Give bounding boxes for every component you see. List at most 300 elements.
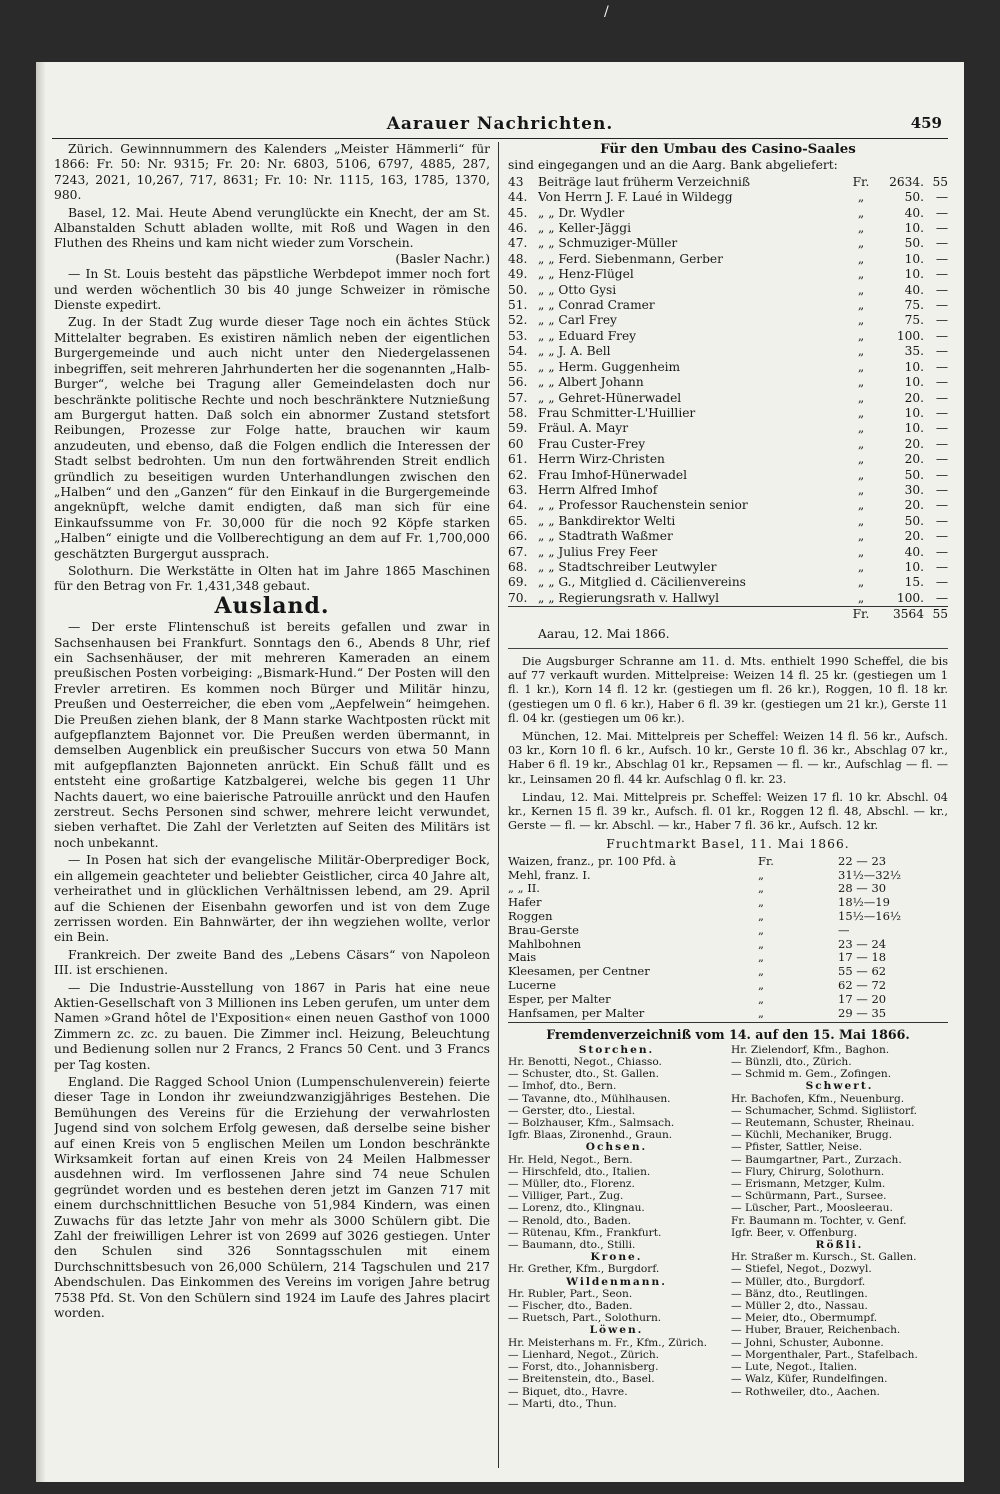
donation-number: 65. — [508, 513, 528, 528]
donation-cents: — — [935, 236, 948, 251]
donation-cents: — — [935, 328, 948, 343]
donation-amount: 75. — [904, 313, 924, 328]
guest-entry: — Rothweiler, dto., Aachen. — [731, 1385, 880, 1398]
donation-amount: 100. — [896, 328, 924, 343]
fruchtmarkt-item: Kleesamen, per Centner — [508, 964, 650, 979]
fruchtmarkt-item: Brau-Gerste — [508, 922, 579, 937]
guest-entry: — Rütenau, Kfm., Frankfurt. — [508, 1226, 662, 1239]
page-title: Aarauer Nachrichten. — [386, 114, 614, 134]
article-zuerich: Zürich. Gewinnnummern des Kalenders „Meister Hämmerli“ für 1866: Fr. 50: Nr. 9315; Fr. 20: Nr. 6803, 5106, 6797, 4885, 287, 7243, 2021, 10,267, 717, 8631; Fr. 10: Nr. 1115, 163, 1785, 1370, 980. — [54, 142, 490, 203]
guest-entry: Hr. Benotti, Negot., Chiasso. — [508, 1056, 662, 1069]
donations-signature: Aarau, 12. Mai 1866. — [538, 626, 670, 641]
guest-entry: — Huber, Brauer, Reichenbach. — [731, 1324, 901, 1337]
guest-entry: — Bünzli, dto., Zürich. — [731, 1056, 852, 1069]
donation-number: 67. — [508, 544, 528, 559]
fruchtmarkt-row — [508, 951, 948, 965]
donation-row — [508, 452, 948, 467]
page-edge-shadow — [36, 62, 46, 1482]
article-solothurn: Solothurn. Die Werkstätte in Olten hat im Jahre 1865 Maschinen für den Betrag von Fr. 1,431,348 gebaut. — [54, 563, 490, 594]
donation-row — [508, 483, 948, 498]
donation-cents: — — [935, 482, 948, 497]
fruchtmarkt-currency: „ — [758, 922, 764, 937]
donation-currency: „ — [857, 544, 865, 559]
donation-number: 59. — [508, 421, 528, 436]
donation-amount: 40. — [904, 544, 924, 559]
fruchtmarkt-item: Mehl, franz. I. — [508, 867, 591, 882]
fremden-left-column — [508, 1044, 725, 1410]
guest-entry: Hr. Meisterhans m. Fr., Kfm., Zürich. — [508, 1336, 708, 1349]
donation-currency: „ — [857, 282, 865, 297]
donation-cents: — — [935, 421, 948, 436]
hotel-heading: Löwen. — [589, 1324, 644, 1337]
hotel-heading: Rößli. — [815, 1239, 864, 1252]
donation-cents: — — [935, 282, 948, 297]
donation-donor: „ „ Conrad Cramer — [538, 298, 655, 313]
donation-donor: Von Herrn J. F. Laué in Wildegg — [538, 190, 733, 205]
total-amount: 3564 — [870, 607, 924, 623]
donation-cents: — — [935, 298, 948, 313]
donation-donor: Frau Imhof-Hünerwadel — [538, 467, 687, 482]
donation-amount: 40. — [904, 282, 924, 297]
hotel-heading: Storchen. — [578, 1043, 655, 1056]
guest-entry: — Erismann, Metzger, Kulm. — [731, 1178, 886, 1191]
donation-number: 48. — [508, 251, 528, 266]
market-augsburg: Die Augsburger Schranne am 11. d. Mts. enthielt 1990 Scheffel, die bis auf 77 verkauft wurden. Mittelpreise: Weizen 14 fl. 25 kr. (gestiegen um 1 fl. 1 kr.), Korn 14 fl. 12 kr. (gestiegen um fl. 26 kr.), Roggen, 10 fl. 18 kr. (gestiegen um 0 fl. 6 kr.), Haber 6 fl. 39 kr. (gestiegen um 21 kr.), Gerste 11 fl. 04 kr. (gestiegen um 06 kr.). — [508, 655, 948, 725]
donation-currency: „ — [857, 251, 865, 266]
guest-entry: — Fischer, dto., Baden. — [508, 1300, 633, 1313]
donation-number: 66. — [508, 529, 528, 544]
donation-currency: „ — [857, 405, 865, 420]
donation-donor: „ „ Dr. Wydler — [538, 205, 625, 220]
guest-entry: — Renold, dto., Baden. — [508, 1214, 631, 1227]
fruchtmarkt-price: 28 — 30 — [838, 881, 887, 896]
donation-donor: „ „ J. A. Bell — [538, 344, 611, 359]
donation-currency: „ — [857, 190, 865, 205]
donation-donor: „ „ Stadtrath Waßmer — [538, 529, 673, 544]
guest-entry: — Walz, Küfer, Rundelfingen. — [731, 1373, 888, 1386]
donation-cents: — — [935, 452, 948, 467]
donation-donor: „ „ Gehret-Hünerwadel — [538, 390, 682, 405]
donation-row — [508, 545, 948, 560]
hotel-heading: Wildenmann. — [566, 1275, 667, 1288]
total-cents: 55 — [924, 607, 948, 623]
fruchtmarkt-currency: „ — [758, 991, 764, 1006]
donation-row — [508, 514, 948, 529]
article-england: England. Die Ragged School Union (Lumpenschulenverein) feierte dieser Tage in London ihr zweiundzwanzigjähriges Bestehen. Die Bemühungen des Vereins für die Erziehung der verwahrlosten Jugend sind von solchem Erfolg gewesen, daß derselbe seine bisher auf einen Kreis von 5 englischen Meilen um London beschränkte Wirksamkeit fortan auf einen Kreis von 24 Meilen Halbmesser ausdehnen wird. Im verflossenen Jahre sind 74 neue Schulen gegründet worden und es bestehen deren jetzt im Ganzen 717 mit einem durchschnittlichen Besuche von 51,984 Kindern, was einen Zuwachs für das letzte Jahr von mehr als 3000 Schülern gibt. Die Zahl der freiwilligen Lehrer ist von 2699 auf 3026 gestiegen. Unter den Schulen sind 326 Sonntagsschulen mit einem Durchschnittsbesuch von 26,000 Schülern, 214 Tagschulen und 217 Abendschulen. Das Einkommen des Vereins im vorigen Jahre betrug 7538 Pfd. St. Von den Schülern sind 1924 im Laufe des Jahres placirt worden. — [54, 1074, 490, 1321]
guest-entry: Hr. Grether, Kfm., Burgdorf. — [508, 1263, 660, 1276]
fruchtmarkt-price: 17 — 20 — [838, 991, 887, 1006]
guest-entry: — Lute, Negot., Italien. — [731, 1361, 858, 1374]
fruchtmarkt-currency: „ — [758, 950, 764, 965]
donation-number: 43 — [508, 174, 524, 189]
donation-donor: „ „ Regierungsrath v. Hallwyl — [538, 590, 720, 605]
donation-donor: Herrn Wirz-Christen — [538, 452, 665, 467]
fruchtmarkt-row — [508, 882, 948, 896]
guest-entry: — Küchli, Mechaniker, Brugg. — [731, 1129, 893, 1142]
guest-entry: Fr. Baumann m. Tochter, v. Genf. — [731, 1214, 907, 1227]
guest-entry: — Müller, dto., Burgdorf. — [731, 1275, 866, 1288]
donation-cents: — — [935, 251, 948, 266]
fruchtmarkt-row — [508, 855, 948, 869]
donation-amount: 10. — [904, 405, 924, 420]
donation-donor: „ „ Henz-Flügel — [538, 267, 634, 282]
guest-entry: — Ruetsch, Part., Solothurn. — [508, 1312, 662, 1325]
fruchtmarkt-item: Waizen, franz., pr. 100 Pfd. à — [508, 853, 677, 868]
market-lindau: Lindau, 12. Mai. Mittelpreis pr. Scheffel: Weizen 17 fl. 10 kr. Abschl. 04 kr., Kernen 15 fl. 39 kr., Aufsch. fl. 01 kr., Roggen 12 fl. 48, Abschl. — kr., Gerste — fl. — kr. Abschl. — kr., Haber 7 fl. 36 kr., Aufsch. 12 kr. — [508, 790, 948, 833]
donation-number: 70. — [508, 590, 528, 605]
fruchtmarkt-row — [508, 1007, 948, 1021]
donation-row — [508, 560, 948, 575]
guest-entry: — Schürmann, Part., Sursee. — [731, 1190, 887, 1203]
donation-cents: — — [935, 575, 948, 590]
donation-number: 56. — [508, 375, 528, 390]
donation-number: 44. — [508, 190, 528, 205]
donation-amount: 40. — [904, 205, 924, 220]
fruchtmarkt-row — [508, 896, 948, 910]
donation-row — [508, 344, 948, 359]
fruchtmarkt-item: Lucerne — [508, 978, 556, 993]
fruchtmarkt-currency: Fr. — [758, 853, 774, 868]
donation-amount: 10. — [904, 251, 924, 266]
fruchtmarkt-currency: „ — [758, 936, 764, 951]
donation-number: 64. — [508, 498, 528, 513]
donation-currency: „ — [857, 513, 865, 528]
fruchtmarkt-price: 15½—16½ — [838, 909, 902, 924]
donations-title: Für den Umbau des Casino-Saales — [600, 142, 856, 157]
guest-entry: — Müller 2, dto., Nassau. — [731, 1300, 868, 1313]
donation-row — [508, 498, 948, 513]
donation-currency: „ — [857, 267, 865, 282]
hotel-heading: Schwert. — [805, 1080, 874, 1093]
donation-amount: 20. — [904, 436, 924, 451]
donation-number: 57. — [508, 390, 528, 405]
guest-entry: — Baumann, dto., Stilli. — [508, 1239, 636, 1252]
fruchtmarkt-title: Fruchtmarkt Basel, 11. Mai 1866. — [606, 837, 850, 852]
header-rule — [52, 138, 948, 139]
guest-entry: — Lorenz, dto., Klingnau. — [508, 1202, 645, 1215]
donation-amount: 10. — [904, 221, 924, 236]
donation-currency: „ — [857, 313, 865, 328]
guest-entry: — Meier, dto., Obermumpf. — [731, 1312, 878, 1325]
donation-donor: „ „ G., Mitglied d. Cäcilienvereins — [538, 575, 746, 590]
donation-currency: Fr. — [852, 174, 870, 189]
donation-cents: — — [935, 513, 948, 528]
donation-number: 61. — [508, 452, 528, 467]
fruchtmarkt-price: 22 — 23 — [838, 853, 887, 868]
donation-row — [508, 175, 948, 190]
donation-number: 54. — [508, 344, 528, 359]
fruchtmarkt-row — [508, 965, 948, 979]
fruchtmarkt-item: Esper, per Malter — [508, 991, 611, 1006]
column-divider — [498, 142, 499, 1468]
article-zug: Zug. In der Stadt Zug wurde dieser Tage noch ein ächtes Stück Mittelalter begraben. Es existiren nämlich neben der eigentlichen Burgergemeinde und auch nicht unter den Niedergelassenen inbegriffen, seit mehreren Jahrhunderten her die sogenannten „Halb-Burger“, welche bei Tragung aller Gemeindelasten doch nur beschränkte politische Rechte und noch beschränktere Nutznießung am Burgergut hatten. Daß solch ein abnormer Zustand stetsfort Reibungen, Prozesse zur Folge hatte, brauchen wir kaum anzudeuten, und ebenso, daß die Folgen endlich die Interessen der Stadt selbst bedrohten. Um nun den fortwährenden Streit endlich gründlich zu beseitigen wurden Unterhandlungen zwischen den „Halben“ und den „Ganzen“ für den Einkauf in die Burgergemeinde angeknüpft, welche damit endigten, daß man sich für eine Einkaufssumme von Fr. 30,000 für die noch 92 Köpfe starken „Halben“ einigte und die Vollberechtigung an dem auf Fr. 1,700,000 geschätzten Burgergut aussprach. — [54, 315, 490, 561]
donation-row — [508, 591, 948, 607]
donation-currency: „ — [857, 575, 865, 590]
donation-donor: Frau Schmitter-L'Huillier — [538, 405, 696, 420]
donation-cents: — — [935, 467, 948, 482]
guest-entry: — Lienhard, Negot., Zürich. — [508, 1348, 660, 1361]
guest-entry: — Flury, Chirurg, Solothurn. — [731, 1165, 885, 1178]
margin-mark: / — [604, 4, 609, 20]
page-number: 459 — [910, 114, 942, 132]
fruchtmarkt-price: 18½—19 — [838, 895, 890, 910]
donation-cents: — — [935, 544, 948, 559]
article-basel: Basel, 12. Mai. Heute Abend verunglückte ein Knecht, der am St. Albanstalden Schutt abladen wollte, mit Roß und Wagen in den Fluthen des Rheins und kam nicht wieder zum Vorschein. — [54, 205, 490, 251]
donation-cents: — — [935, 559, 948, 574]
donation-currency: „ — [857, 390, 865, 405]
donation-amount: 75. — [904, 298, 924, 313]
guest-entry: — Bolzhauser, Kfm., Salmsach. — [508, 1117, 675, 1130]
guest-entry: Hr. Bachofen, Kfm., Neuenburg. — [731, 1092, 905, 1105]
donation-number: 63. — [508, 482, 528, 497]
guest-entry: — Bänz, dto., Reutlingen. — [731, 1287, 868, 1300]
market-muenchen: München, 12. Mai. Mittelpreis per Scheffel: Weizen 14 fl. 56 kr., Aufsch. 03 kr., Korn 10 fl. 6 kr., Aufsch. 10 kr., Gerste 10 fl. 36 kr., Abschlag 07 kr., Haber 6 fl. 19 kr., Abschlag 01 kr., Repsamen — fl. — kr., Aufschlag — fl. — kr., Leinsamen 20 fl. 44 kr. Aufschlag 0 fl. kr. 23. — [508, 730, 948, 786]
donation-number: 58. — [508, 405, 528, 420]
fruchtmarkt-item: Hafer — [508, 895, 542, 910]
donation-number: 62. — [508, 467, 528, 482]
donation-donor: „ „ Herm. Guggenheim — [538, 359, 681, 374]
donation-currency: „ — [857, 590, 865, 605]
donation-amount: 10. — [904, 267, 924, 282]
donation-currency: „ — [857, 482, 865, 497]
donation-row — [508, 313, 948, 328]
donation-donor: Beiträge laut früherm Verzeichniß — [538, 174, 751, 189]
market-reports — [508, 655, 948, 833]
guest-entry: Hr. Zielendorf, Kfm., Baghon. — [731, 1043, 890, 1056]
fruchtmarkt-currency: „ — [758, 867, 764, 882]
donation-donor: „ „ Julius Frey Feer — [538, 544, 658, 559]
guest-entry: — Stiefel, Negot., Dozwyl. — [731, 1263, 872, 1276]
article-posen: — In Posen hat sich der evangelische Militär-Oberprediger Bock, ein allgemein geachteter und beliebter Geistlicher, circa 40 Jahre alt, verheirathet und in glücklichen Verhältnissen lebend, am 29. April auf die Schienen der Eisenbahn geworfen und ist von dem Zuge zerrissen worden. Ein Bahnwärter, der ihn wegziehen wollte, verlor ein Bein. — [54, 853, 490, 945]
fruchtmarkt-row — [508, 938, 948, 952]
guest-entry: — Müller, dto., Florenz. — [508, 1178, 635, 1191]
donation-cents: — — [935, 390, 948, 405]
guest-entry: — Breitenstein, dto., Basel. — [508, 1373, 655, 1386]
donation-cents: — — [935, 313, 948, 328]
donation-row — [508, 406, 948, 421]
donation-number: 60 — [508, 436, 524, 451]
guest-entry: — Lüscher, Part., Moosleerau. — [731, 1202, 893, 1215]
donation-donor: „ „ Bankdirektor Welti — [538, 513, 676, 528]
donation-donor: „ „ Stadtschreiber Leutwyler — [538, 559, 717, 574]
donation-currency: „ — [857, 375, 865, 390]
left-column — [54, 142, 490, 1472]
donation-row — [508, 190, 948, 205]
donation-cents: — — [935, 498, 948, 513]
donation-cents: — — [935, 205, 948, 220]
donation-amount: 50. — [904, 467, 924, 482]
fruchtmarkt-table — [508, 855, 948, 1021]
donation-donor: „ „ Carl Frey — [538, 313, 617, 328]
donations-lead: sind eingegangen und an die Aarg. Bank abgeliefert: — [508, 158, 838, 173]
guest-entry: Hr. Straßer m. Kursch., St. Gallen. — [731, 1251, 917, 1264]
donation-currency: „ — [857, 205, 865, 220]
donation-currency: „ — [857, 436, 865, 451]
fruchtmarkt-currency: „ — [758, 978, 764, 993]
fruchtmarkt-row — [508, 979, 948, 993]
guest-entry: — Morgenthaler, Part., Stafelbach. — [731, 1348, 918, 1361]
fruchtmarkt-price: 17 — 18 — [838, 950, 887, 965]
fremden-right-column — [731, 1044, 948, 1410]
donation-row — [508, 252, 948, 267]
donation-number: 52. — [508, 313, 528, 328]
fruchtmarkt-price: 23 — 24 — [838, 936, 887, 951]
donation-currency: „ — [857, 298, 865, 313]
donation-cents: — — [935, 436, 948, 451]
guest-entry: — Johni, Schuster, Aubonne. — [731, 1336, 884, 1349]
guest-entry: — Gerster, dto., Liestal. — [508, 1104, 636, 1117]
donation-amount: 50. — [904, 236, 924, 251]
donation-currency: „ — [857, 344, 865, 359]
donation-row — [508, 375, 948, 390]
donation-amount: 10. — [904, 421, 924, 436]
donation-currency: „ — [857, 236, 865, 251]
donation-currency: „ — [857, 498, 865, 513]
donation-donor: „ „ Keller-Jäggi — [538, 221, 631, 236]
fruchtmarkt-row — [508, 869, 948, 883]
donation-number: 51. — [508, 298, 528, 313]
donation-donor: „ „ Professor Rauchenstein senior — [538, 498, 748, 513]
donation-amount: 30. — [904, 482, 924, 497]
donation-number: 68. — [508, 559, 528, 574]
guest-entry: — Biquet, dto., Havre. — [508, 1385, 628, 1398]
donation-cents: — — [935, 405, 948, 420]
donation-row — [508, 421, 948, 436]
hotel-heading: Ochsen. — [585, 1141, 648, 1154]
donation-number: 47. — [508, 236, 528, 251]
article-basel-source: (Basler Nachr.) — [395, 251, 490, 266]
guest-entry: — Reutemann, Schuster, Rheinau. — [731, 1117, 915, 1130]
fruchtmarkt-price: 62 — 72 — [838, 978, 887, 993]
fruchtmarkt-row — [508, 924, 948, 938]
donation-cents: — — [935, 590, 948, 605]
donation-currency: „ — [857, 452, 865, 467]
fruchtmarkt-currency: „ — [758, 1005, 764, 1020]
guest-entry: Hr. Held, Negot., Bern. — [508, 1153, 633, 1166]
guest-entry: — Tavanne, dto., Mühlhausen. — [508, 1092, 671, 1105]
donation-amount: 10. — [904, 359, 924, 374]
donation-donor: Frau Custer-Frey — [538, 436, 646, 451]
section-rule — [508, 648, 948, 649]
donation-cents: — — [935, 375, 948, 390]
fruchtmarkt-item: Mahlbohnen — [508, 936, 582, 951]
guest-entry: Hr. Rubler, Part., Seon. — [508, 1287, 633, 1300]
donation-cents: — — [935, 529, 948, 544]
donation-number: 53. — [508, 328, 528, 343]
fremdenverzeichnis-title: Fremdenverzeichniß vom 14. auf den 15. Mai 1866. — [508, 1022, 948, 1042]
donation-row — [508, 391, 948, 406]
donation-number: 55. — [508, 359, 528, 374]
donation-amount: 2634. — [889, 174, 924, 189]
donation-row — [508, 468, 948, 483]
guest-entry: — Marti, dto., Thun. — [508, 1397, 617, 1410]
donation-cents: — — [935, 359, 948, 374]
donation-amount: 20. — [904, 529, 924, 544]
donations-table — [508, 175, 948, 623]
guest-entry: — Villiger, Part., Zug. — [508, 1190, 624, 1203]
donation-donor: „ „ Ferd. Siebenmann, Gerber — [538, 251, 723, 266]
donation-cents: 55 — [932, 174, 948, 189]
guest-entry: — Hirschfeld, dto., Italien. — [508, 1165, 651, 1178]
donation-cents: — — [935, 267, 948, 282]
hotel-heading: Krone. — [590, 1251, 643, 1264]
donation-currency: „ — [857, 328, 865, 343]
fruchtmarkt-item: Roggen — [508, 909, 553, 924]
newspaper-page — [36, 62, 964, 1482]
donation-amount: 10. — [904, 375, 924, 390]
donation-amount: 20. — [904, 498, 924, 513]
donation-donor: Herrn Alfred Imhof — [538, 482, 658, 497]
donation-cents: — — [935, 221, 948, 236]
guest-entry: — Baumgartner, Part., Zurzach. — [731, 1153, 902, 1166]
donation-row — [508, 575, 948, 590]
donation-number: 46. — [508, 221, 528, 236]
donation-row — [508, 267, 948, 282]
guest-entry: Igfr. Blaas, Zironenhd., Graun. — [508, 1129, 673, 1142]
fruchtmarkt-currency: „ — [758, 881, 764, 896]
donation-currency: „ — [857, 559, 865, 574]
donation-donor: „ „ Schmuziger-Müller — [538, 236, 678, 251]
fruchtmarkt-item: Hanfsamen, per Malter — [508, 1005, 645, 1020]
donation-row — [508, 236, 948, 251]
donation-currency: „ — [857, 529, 865, 544]
fruchtmarkt-price: 31½—32½ — [838, 867, 902, 882]
donations-total-row — [508, 607, 948, 623]
fruchtmarkt-item: „ „ II. — [508, 881, 540, 896]
donation-cents: — — [935, 190, 948, 205]
donation-number: 69. — [508, 575, 528, 590]
guest-entry: — Schumacher, Schmd. Sigliistorf. — [731, 1104, 918, 1117]
donation-amount: 100. — [896, 590, 924, 605]
fruchtmarkt-currency: „ — [758, 964, 764, 979]
donation-currency: „ — [857, 359, 865, 374]
article-sachsenhausen: — Der erste Flintenschuß ist bereits gefallen und zwar in Sachsenhausen bei Frankfurt. Sonntags den 6., Abends 8 Uhr, rief ein Sachsenhäuser, der mit mehreren Kameraden an einem preußischen Posten vorbeiging: „Bismark-Hund.“ Der Posten will den Frevler arretiren. Es kommen noch Bürger und Militär hinzu, Preußen und Oesterreicher, die eben vom „Aepfelwein“ heimgehen. Die Preußen ziehen blank, der 8 Mann starke Wachtposten rückt mit aufgepflanztem Bajonnet vor. Die Preußen werden übermannt, in demselben Augenblick ein preußischer Succurs von etwa 50 Mann mit aufgepflanzten Bajonneten anrückt. Ein Schuß fällt und es entsteht eine großartige Katzbalgerei, welche bis gegen 11 Uhr Nachts dauert, wo eine baierische Patrouille anrückt und den Haufen zerstreut. Sechs Personen sind schwer, mehrere leicht verwundet, sieben verhaftet. Die Zahl der Verletzten auf Seiten des Militärs ist noch unbekannt. — [54, 620, 490, 850]
donation-amount: 35. — [904, 344, 924, 359]
donation-amount: 50. — [904, 513, 924, 528]
donation-donor: „ „ Otto Gysi — [538, 282, 617, 297]
fruchtmarkt-item: Mais — [508, 950, 537, 965]
donation-currency: „ — [857, 221, 865, 236]
fruchtmarkt-row — [508, 910, 948, 924]
donation-row — [508, 437, 948, 452]
article-st-louis: — In St. Louis besteht das päpstliche Werbdepot immer noch fort und werden wöchentlich 30 bis 40 junge Schweizer in römische Dienste expedirt. — [54, 267, 490, 313]
donation-row — [508, 529, 948, 544]
donation-donor: „ „ Albert Johann — [538, 375, 644, 390]
right-column — [508, 142, 948, 1472]
section-heading-ausland: Ausland. — [214, 592, 330, 619]
fruchtmarkt-currency: „ — [758, 909, 764, 924]
fruchtmarkt-currency: „ — [758, 895, 764, 910]
fruchtmarkt-price: 29 — 35 — [838, 1005, 887, 1020]
fruchtmarkt-row — [508, 993, 948, 1007]
donation-donor: Fräul. A. Mayr — [538, 421, 629, 436]
donation-row — [508, 298, 948, 313]
donation-amount: 20. — [904, 452, 924, 467]
donation-donor: „ „ Eduard Frey — [538, 328, 637, 343]
guest-entry: — Schuster, dto., St. Gallen. — [508, 1068, 659, 1081]
donation-currency: „ — [857, 421, 865, 436]
donation-amount: 10. — [904, 559, 924, 574]
donation-amount: 15. — [904, 575, 924, 590]
donation-row — [508, 206, 948, 221]
fruchtmarkt-price: 55 — 62 — [838, 964, 887, 979]
article-frankreich: Frankreich. Der zweite Band des „Lebens Cäsars“ von Napoleon III. ist erschienen. — [54, 947, 490, 978]
fruchtmarkt-price: — — [838, 922, 850, 937]
donation-number: 45. — [508, 205, 528, 220]
guest-entry: — Pfister, Sattler, Neise. — [731, 1141, 863, 1154]
fremdenverzeichnis — [508, 1044, 948, 1410]
donation-row — [508, 221, 948, 236]
